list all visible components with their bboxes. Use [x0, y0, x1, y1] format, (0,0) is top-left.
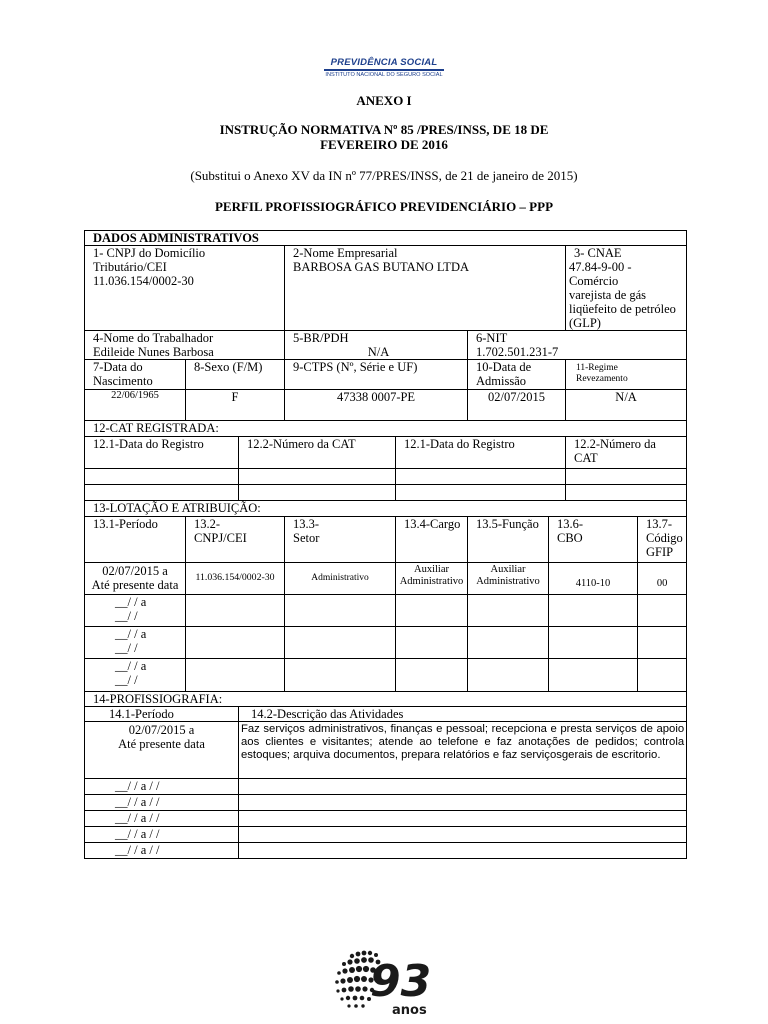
sex-value: F — [186, 390, 285, 421]
section-lotacao-atribuicao: 13-LOTAÇÃO E ATRIBUIÇÃO: — [85, 501, 687, 517]
lotacao-blank-period — [85, 627, 186, 659]
lotacao-header-gfip — [638, 517, 687, 563]
lotacao-row-period — [85, 563, 186, 595]
br-pdh-label: 5-BR/PDH — [293, 331, 349, 345]
lotacao-blank-period — [85, 659, 186, 692]
lotacao-header-gfip-1: 13.7- — [646, 517, 673, 531]
lotacao-row-period-1: 02/07/2015 a — [102, 564, 168, 578]
prof-blank-row — [85, 779, 687, 795]
blank-period-start: __/ / a — [115, 659, 147, 673]
cat-number-label-b-cell — [566, 437, 687, 469]
prof-row-description: Faz serviços administrativos, finanças e pessoal; recepciona e presta serviços de apoio aos clientes e visitantes; atende ao telefone e faz anotações de pedidos; controla estoques; arquiva documentos, prepara relatórios e faz serviçosgerais de escritorio. — [239, 722, 687, 779]
worker-value: Edileide Nunes Barbosa — [93, 345, 214, 359]
prof-row-period-1: 02/07/2015 a — [128, 723, 195, 737]
lotacao-header-funcao: 13.5-Função — [468, 517, 549, 563]
prof-blank-row — [85, 795, 687, 811]
birth-label-1: 7-Data do — [93, 360, 143, 374]
lotacao-header-setor — [285, 517, 396, 563]
prof-header-period: 14.1-Período — [85, 707, 239, 722]
prof-blank-period: __/ / a / / — [85, 779, 239, 795]
birth-value: 22/06/1965 — [85, 390, 186, 421]
blank-period-end: __/ / — [115, 673, 138, 687]
cat-date-label-a: 12.1-Data do Registro — [85, 437, 239, 469]
admission-label-1: 10-Data de — [476, 360, 532, 374]
lotacao-row-cargo-2: Administrativo — [399, 576, 464, 587]
blank-period-start: __/ / a — [115, 595, 147, 609]
lotacao-header-cargo: 13.4-Cargo — [396, 517, 468, 563]
lotacao-blank-period — [85, 595, 186, 627]
prof-blank-period: __/ / a / / — [85, 795, 239, 811]
cnpj-label-2: Tributário/CEI — [93, 260, 167, 274]
br-pdh-cell — [285, 331, 468, 360]
lotacao-header-cnpj-1: 13.2- — [194, 517, 221, 531]
previdencia-social-logo — [322, 58, 446, 80]
logo-number: 93 — [370, 956, 432, 1007]
lotacao-row-cnpj: 11.036.154/0002-30 — [186, 563, 285, 595]
logo-word: anos — [392, 1003, 427, 1018]
regime-label-cell — [566, 360, 687, 390]
admission-value: 02/07/2015 — [468, 390, 566, 421]
prof-blank-period: __/ / a / / — [85, 811, 239, 827]
br-pdh-value: N/A — [367, 345, 390, 359]
lotacao-blank-row — [85, 659, 687, 692]
lotacao-row-period-2: Até presente data — [91, 578, 179, 592]
blank-period-end: __/ / — [115, 609, 138, 623]
lotacao-header-period: 13.1-Período — [85, 517, 186, 563]
lotacao-row-cbo: 4110-10 — [549, 563, 638, 595]
prof-blank-row — [85, 811, 687, 827]
worker-label: 4-Nome do Trabalhador — [93, 331, 214, 345]
substitutes-note: (Substitui o Anexo XV da IN nº 77/PRES/INSS, de 21 de janeiro de 2015) — [190, 168, 578, 183]
nit-value: 1.702.501.231-7 — [476, 345, 559, 359]
cat-number-label-b-2: CAT — [574, 451, 598, 465]
lotacao-header-gfip-3: GFIP — [646, 545, 674, 559]
lotacao-header-setor-2: Setor — [293, 531, 320, 545]
cat-number-label-b-1: 12.2-Número da — [574, 437, 656, 451]
section-profissiografia: 14-PROFISSIOGRAFIA: — [85, 692, 687, 707]
lotacao-header-gfip-2: Código — [646, 531, 683, 545]
93-anos-logo — [330, 944, 440, 1020]
logo-divider — [324, 69, 444, 71]
birth-label-2: Nascimento — [93, 374, 153, 388]
cat-number-label-a: 12.2-Número da CAT — [239, 437, 396, 469]
cnae-value-3: liqüefeito de petróleo — [569, 302, 676, 316]
cnae-value-1: 47.84-9-00 - Comércio — [569, 260, 632, 288]
admission-label-2: Admissão — [476, 374, 526, 388]
instruction-line-2: FEVEREIRO DE 2016 — [320, 137, 448, 152]
ctps-value: 47338 0007-PE — [285, 390, 468, 421]
cnpj-label-1: 1- CNPJ do Domicílio — [93, 246, 206, 260]
cnae-value-2: varejista de gás — [569, 288, 647, 302]
cnae-label: 3- CNAE — [574, 246, 622, 260]
lotacao-blank-row — [85, 595, 687, 627]
lotacao-row-setor: Administrativo — [285, 563, 396, 595]
blank-period-start: __/ / a — [115, 627, 147, 641]
company-cell — [285, 246, 566, 331]
nit-cell — [468, 331, 687, 360]
prof-blank-row — [85, 843, 687, 859]
section-cat-registrada: 12-CAT REGISTRADA: — [85, 421, 687, 437]
prof-row-period — [85, 722, 239, 779]
cnae-value-4: (GLP) — [569, 316, 601, 330]
prof-blank-period: __/ / a / / — [85, 827, 239, 843]
lotacao-header-cbo-1: 13.6- — [557, 517, 584, 531]
prof-blank-row — [85, 827, 687, 843]
cnae-cell — [566, 246, 687, 331]
cnpj-cell — [85, 246, 285, 331]
lotacao-header-cbo-2: CBO — [557, 531, 583, 545]
lotacao-row-gfip: 00 — [638, 563, 687, 595]
nit-label: 6-NIT — [476, 331, 508, 345]
lotacao-row-funcao — [468, 563, 549, 595]
cat-blank-row — [85, 469, 687, 485]
lotacao-header-cnpj-2: CNPJ/CEI — [194, 531, 247, 545]
worker-cell — [85, 331, 285, 360]
lotacao-row-funcao-1: Auxiliar — [490, 564, 526, 575]
cnpj-value: 11.036.154/0002-30 — [93, 274, 194, 288]
instruction-line-1: INSTRUÇÃO NORMATIVA Nº 85 /PRES/INSS, DE 18 DE — [219, 122, 549, 137]
ctps-label: 9-CTPS (Nº, Série e UF) — [285, 360, 468, 390]
cat-date-label-b: 12.1-Data do Registro — [396, 437, 566, 469]
lotacao-header-setor-1: 13.3- — [293, 517, 320, 531]
lotacao-row-cargo-1: Auxiliar — [414, 564, 449, 575]
lotacao-header-cnpj — [186, 517, 285, 563]
lotacao-blank-row — [85, 627, 687, 659]
prof-header-description: 14.2-Descrição das Atividades — [239, 707, 687, 722]
blank-period-end: __/ / — [115, 641, 138, 655]
regime-value: N/A — [566, 390, 687, 421]
regime-label-1: 11-Regime — [576, 363, 618, 373]
logo-subtitle: INSTITUTO NACIONAL DO SEGURO SOCIAL — [325, 72, 443, 78]
prof-row-period-2: Até presente data — [118, 737, 205, 751]
sex-label: 8-Sexo (F/M) — [186, 360, 285, 390]
admission-label-cell — [468, 360, 566, 390]
lotacao-header-cbo — [549, 517, 638, 563]
company-label: 2-Nome Empresarial — [293, 246, 398, 260]
lotacao-row-funcao-2: Administrativo — [476, 576, 540, 587]
company-value: BARBOSA GAS BUTANO LTDA — [293, 260, 469, 274]
prof-blank-period: __/ / a / / — [85, 843, 239, 859]
annex-title: ANEXO I — [356, 93, 412, 108]
section-dados-administrativos: DADOS ADMINISTRATIVOS — [85, 231, 687, 246]
form-title: PERFIL PROFISSIOGRÁFICO PREVIDENCIÁRIO – PPP — [214, 199, 554, 214]
ppp-form-table — [84, 230, 687, 859]
lotacao-row-cargo — [396, 563, 468, 595]
regime-label-2: Revezamento — [576, 374, 628, 384]
birth-label-cell — [85, 360, 186, 390]
logo-title: PREVIDÊNCIA SOCIAL — [330, 57, 438, 68]
cat-blank-row — [85, 485, 687, 501]
